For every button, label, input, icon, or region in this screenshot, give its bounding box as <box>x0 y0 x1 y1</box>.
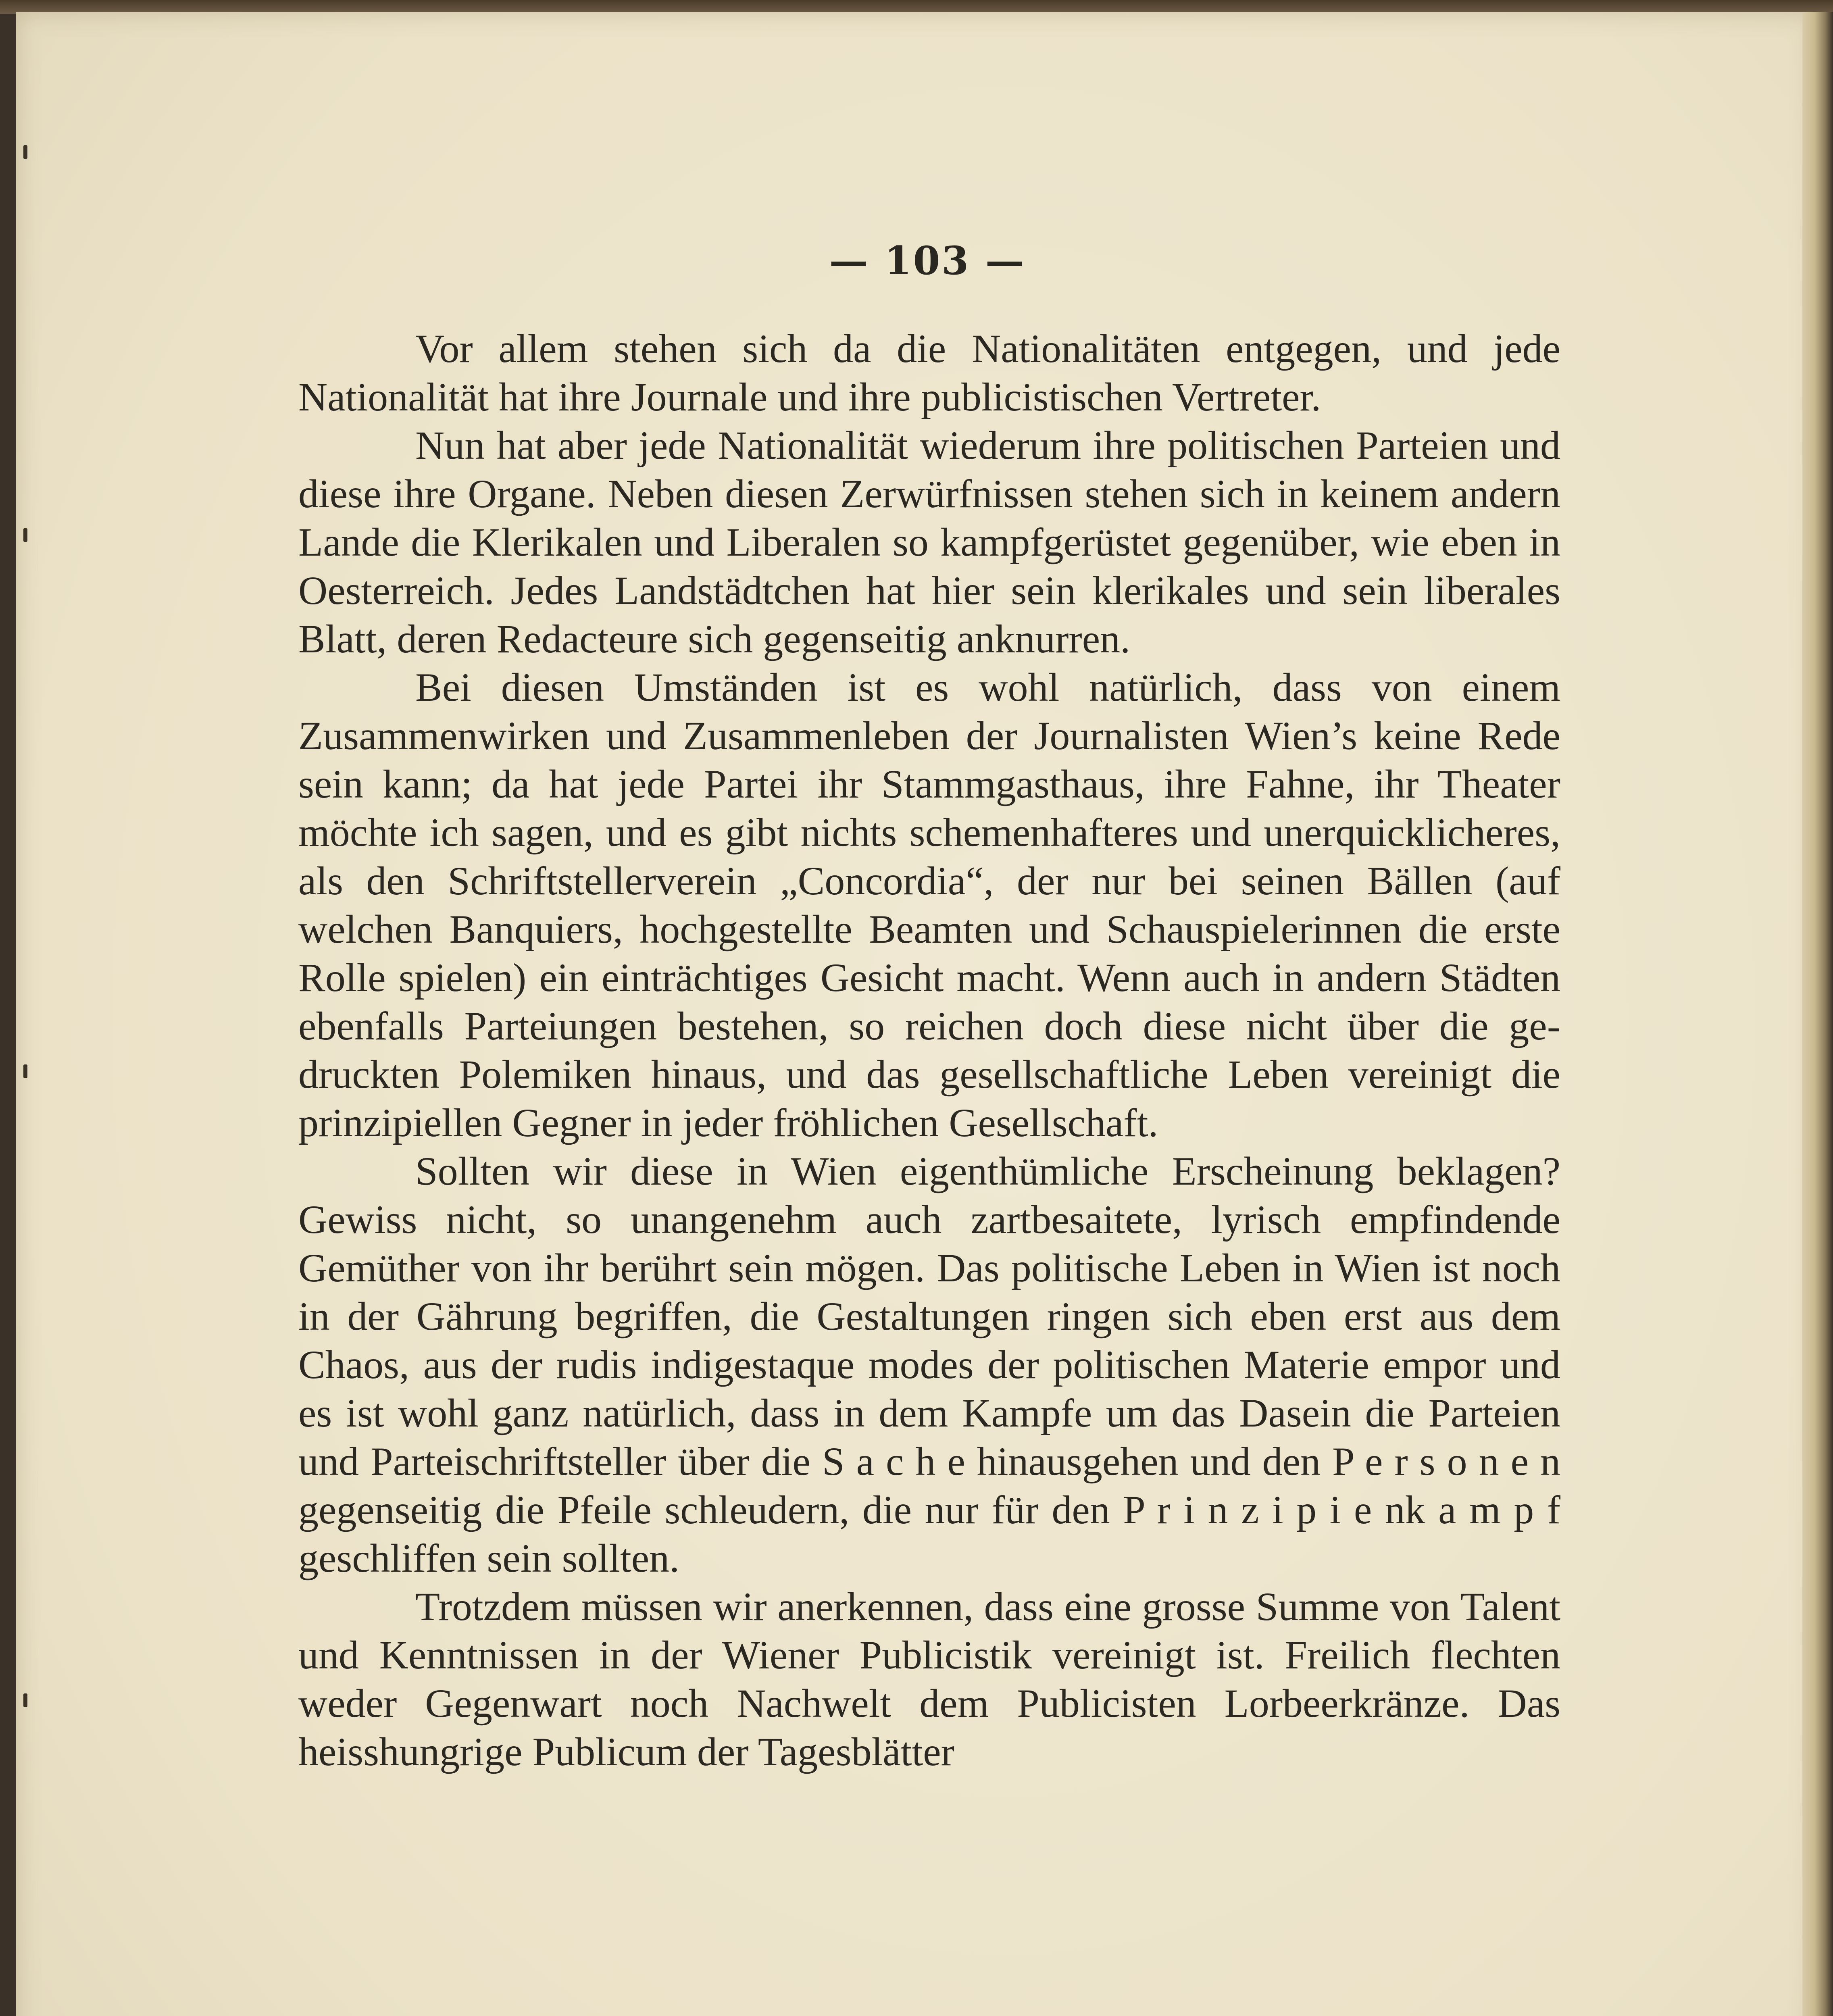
paragraph: Vor allem stehen sich da die Nationalitäten entgegen, und jede Nationalität hat ihre Journale und ihre publicistischen Vertreter. <box>298 326 1560 419</box>
book-fore-edge <box>1802 12 1833 2016</box>
paragraph: Nun hat aber jede Nationalität wiederum ihre politischen Parteien und diese ihre Organe. Neben diesen Zerwürfnissen stehen sich in keinem andern Lande die Klerikalen und Liberalen so kampfgerüstet gegenüber, wie eben in Oesterreich. Jedes Landstädtchen hat hier sein klerikales und sein liberales Blatt, deren Redacteure sich gegenseitig anknurren. <box>298 423 1560 661</box>
paragraph: Sollten wir diese in Wien eigenthümliche Erscheinung beklagen? Gewiss nicht, so unangenehm auch zartbesaitete, lyrisch empfindende Gemüther von ihr berührt sein mögen. Das politische Leben in Wien ist noch in der Gährung begriffen, die Gestaltungen ringen sich eben erst aus dem Chaos, aus der rudis indigestaque modes der politischen Materie empor und es ist wohl ganz natürlich, dass in dem Kampfe um das Dasein die Parteien und Parteischriftsteller über die S a c h e hinausgehen und den P e r s o n e n gegenseitig die Pfeile schleudern, die nur für den P r i n z i p i e nk a m p f geschliffen sein sollten. <box>298 1149 1560 1581</box>
body-text <box>298 325 1560 1776</box>
page-number: — 103 — <box>829 238 1026 283</box>
paragraph: Bei diesen Umständen ist es wohl natürlich, dass von einem Zusammenwirken und Zusammenleben der Journalisten Wien’s keine Rede sein kann; da hat jede Partei ihr Stammgasthaus, ihre Fahne, ihr Theater möchte ich sagen, und es gibt nichts schemenhafteres und unerquicklicheres, als den Schriftstellerverein „Concordia“, der nur bei seinen Bällen (auf welchen Banquiers, hochgestellte Beamten und Schauspielerinnen die erste Rolle spielen) ein einträchtiges Gesicht macht. Wenn auch in andern Städten ebenfalls Parteiungen bestehen, so reichen doch diese nicht über die gedruckten Polemiken hinaus, und das gesellschaftliche Leben vereinigt die prinzipiellen Gegner in jeder fröhlichen Gesellschaft. <box>298 665 1560 1145</box>
binding-mark <box>23 145 27 159</box>
binding-mark <box>23 528 27 542</box>
binding-mark <box>23 1064 27 1078</box>
paragraph: Trotzdem müssen wir anerkennen, dass eine grosse Summe von Talent und Kenntnissen in der Wiener Publicistik vereinigt ist. Freilich flechten weder Gegenwart noch Nachwelt dem Publicisten Lorbeerkränze. Das heisshungrige Publicum der Tagesblätter <box>298 1584 1560 1774</box>
book-top-edge <box>0 0 1833 14</box>
binding-mark <box>23 1693 27 1707</box>
